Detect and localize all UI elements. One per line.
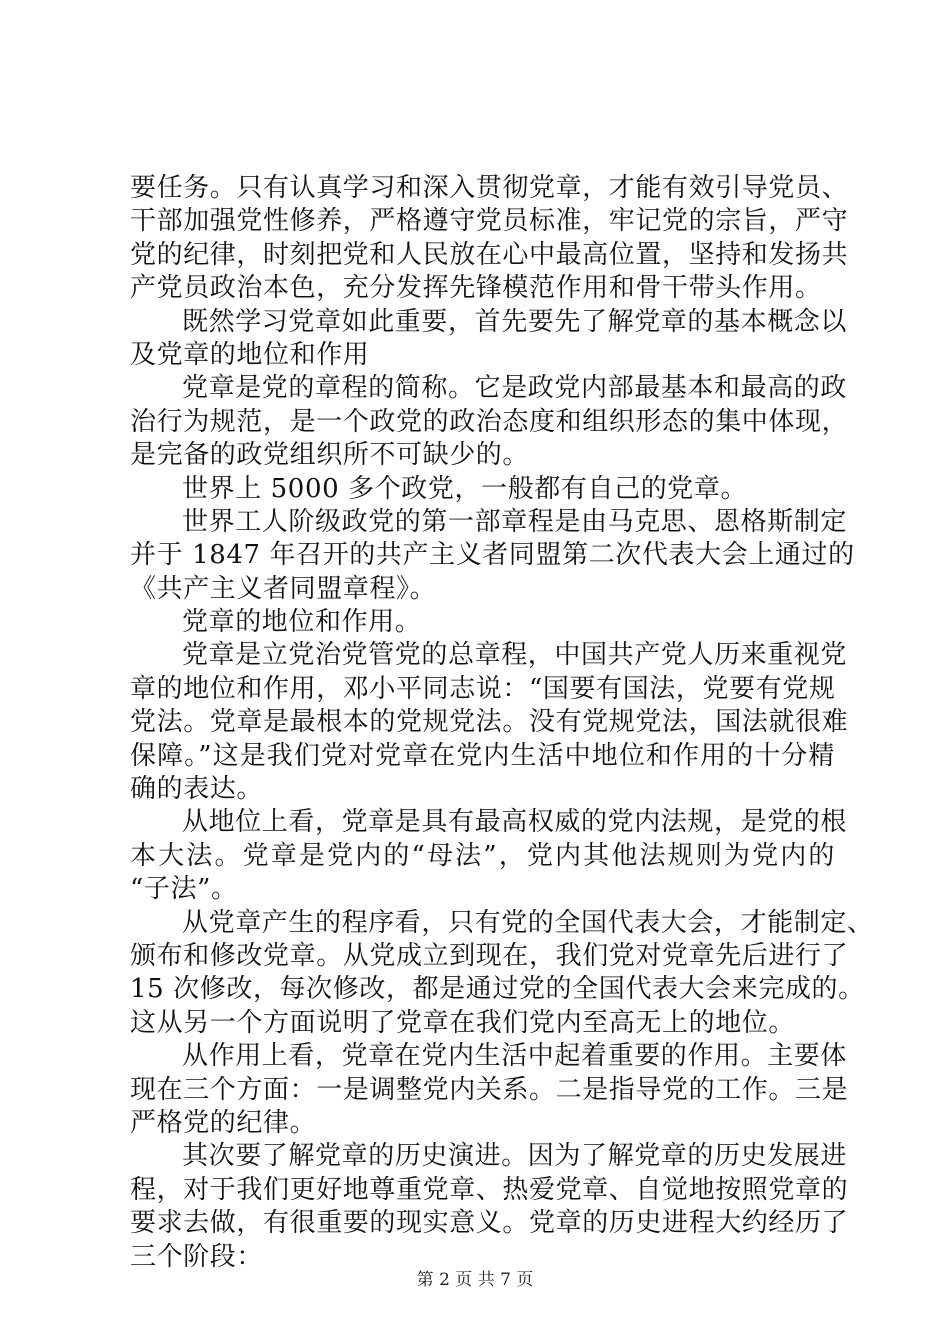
- text-line: 其次要了解党章的历史演进。因为了解党章的历史发展进: [182, 1141, 848, 1172]
- page-footer: [0, 1269, 950, 1291]
- text-line: 既然学习党章如此重要，首先要先了解党章的基本概念以: [182, 306, 848, 337]
- text-line: 严格党的纪律。: [130, 1107, 317, 1138]
- text-line: 《共产主义者同盟章程》。: [130, 573, 437, 604]
- text-line: 从党章产生的程序看，只有党的全国代表大会，才能制定、: [182, 907, 874, 938]
- page-number-label: 第 2 页 共 7 页: [416, 1270, 534, 1290]
- text-line: 要求去做，有很重要的现实意义。党章的历史进程大约经历了: [130, 1208, 849, 1239]
- text-line: 三个阶段：: [130, 1241, 264, 1272]
- text-line: 党的纪律，时刻把党和人民放在心中最高位置，坚持和发扬共: [130, 239, 849, 270]
- text-line: 这从另一个方面说明了党章在我们党内至高无上的地位。: [130, 1007, 796, 1038]
- text-line: 程，对于我们更好地尊重党章、热爱党章、自觉地按照党章的: [130, 1174, 849, 1205]
- text-line: 确的表达。: [130, 774, 264, 805]
- text-line: 章的地位和作用，邓小平同志说：“国要有国法，党要有党规: [130, 673, 836, 704]
- text-line: 产党员政治本色，充分发挥先锋模范作用和骨干带头作用。: [130, 273, 822, 304]
- text-line: “子法”。: [130, 874, 238, 905]
- text-line: 党法。党章是最根本的党规党法。没有党规党法，国法就很难: [130, 707, 849, 738]
- text-line: 世界工人阶级政党的第一部章程是由马克思、恩格斯制定: [182, 506, 848, 537]
- text-line: 颁布和修改党章。从党成立到现在，我们党对党章先后进行了: [130, 940, 849, 971]
- text-line: 并于 1847 年召开的共产主义者同盟第二次代表大会上通过的: [130, 540, 855, 571]
- text-line: 要任务。只有认真学习和深入贯彻党章，才能有效引导党员、: [130, 173, 849, 203]
- text-line: 保障。”这是我们党对党章在党内生活中地位和作用的十分精: [130, 740, 835, 771]
- text-line: 治行为规范，是一个政党的政治态度和组织形态的集中体现，: [130, 406, 849, 437]
- text-line: 党章的地位和作用。: [182, 607, 422, 638]
- text-line: 本大法。党章是党内的“母法”，党内其他法规则为党内的: [130, 840, 835, 871]
- text-line: 现在三个方面：一是调整党内关系。二是指导党的工作。三是: [130, 1074, 849, 1105]
- text-line: 从作用上看，党章在党内生活中起着重要的作用。主要体: [182, 1041, 848, 1072]
- document-body: [130, 172, 874, 1274]
- text-line: 从地位上看，党章是具有最高权威的党内法规，是党的根: [182, 807, 848, 838]
- text-line: 世界上 5000 多个政党，一般都有自己的党章。: [182, 473, 748, 504]
- text-line: 15 次修改，每次修改，都是通过党的全国代表大会来完成的。: [130, 974, 865, 1005]
- text-line: 及党章的地位和作用: [130, 339, 370, 370]
- text-line: 干部加强党性修养，严格遵守党员标准，牢记党的宗旨，严守: [130, 206, 849, 237]
- text-line: 党章是党的章程的简称。它是政党内部最基本和最高的政: [182, 373, 848, 404]
- text-line: 是完备的政党组织所不可缺少的。: [130, 440, 530, 471]
- text-line: 党章是立党治党管党的总章程，中国共产党人历来重视党: [182, 640, 848, 671]
